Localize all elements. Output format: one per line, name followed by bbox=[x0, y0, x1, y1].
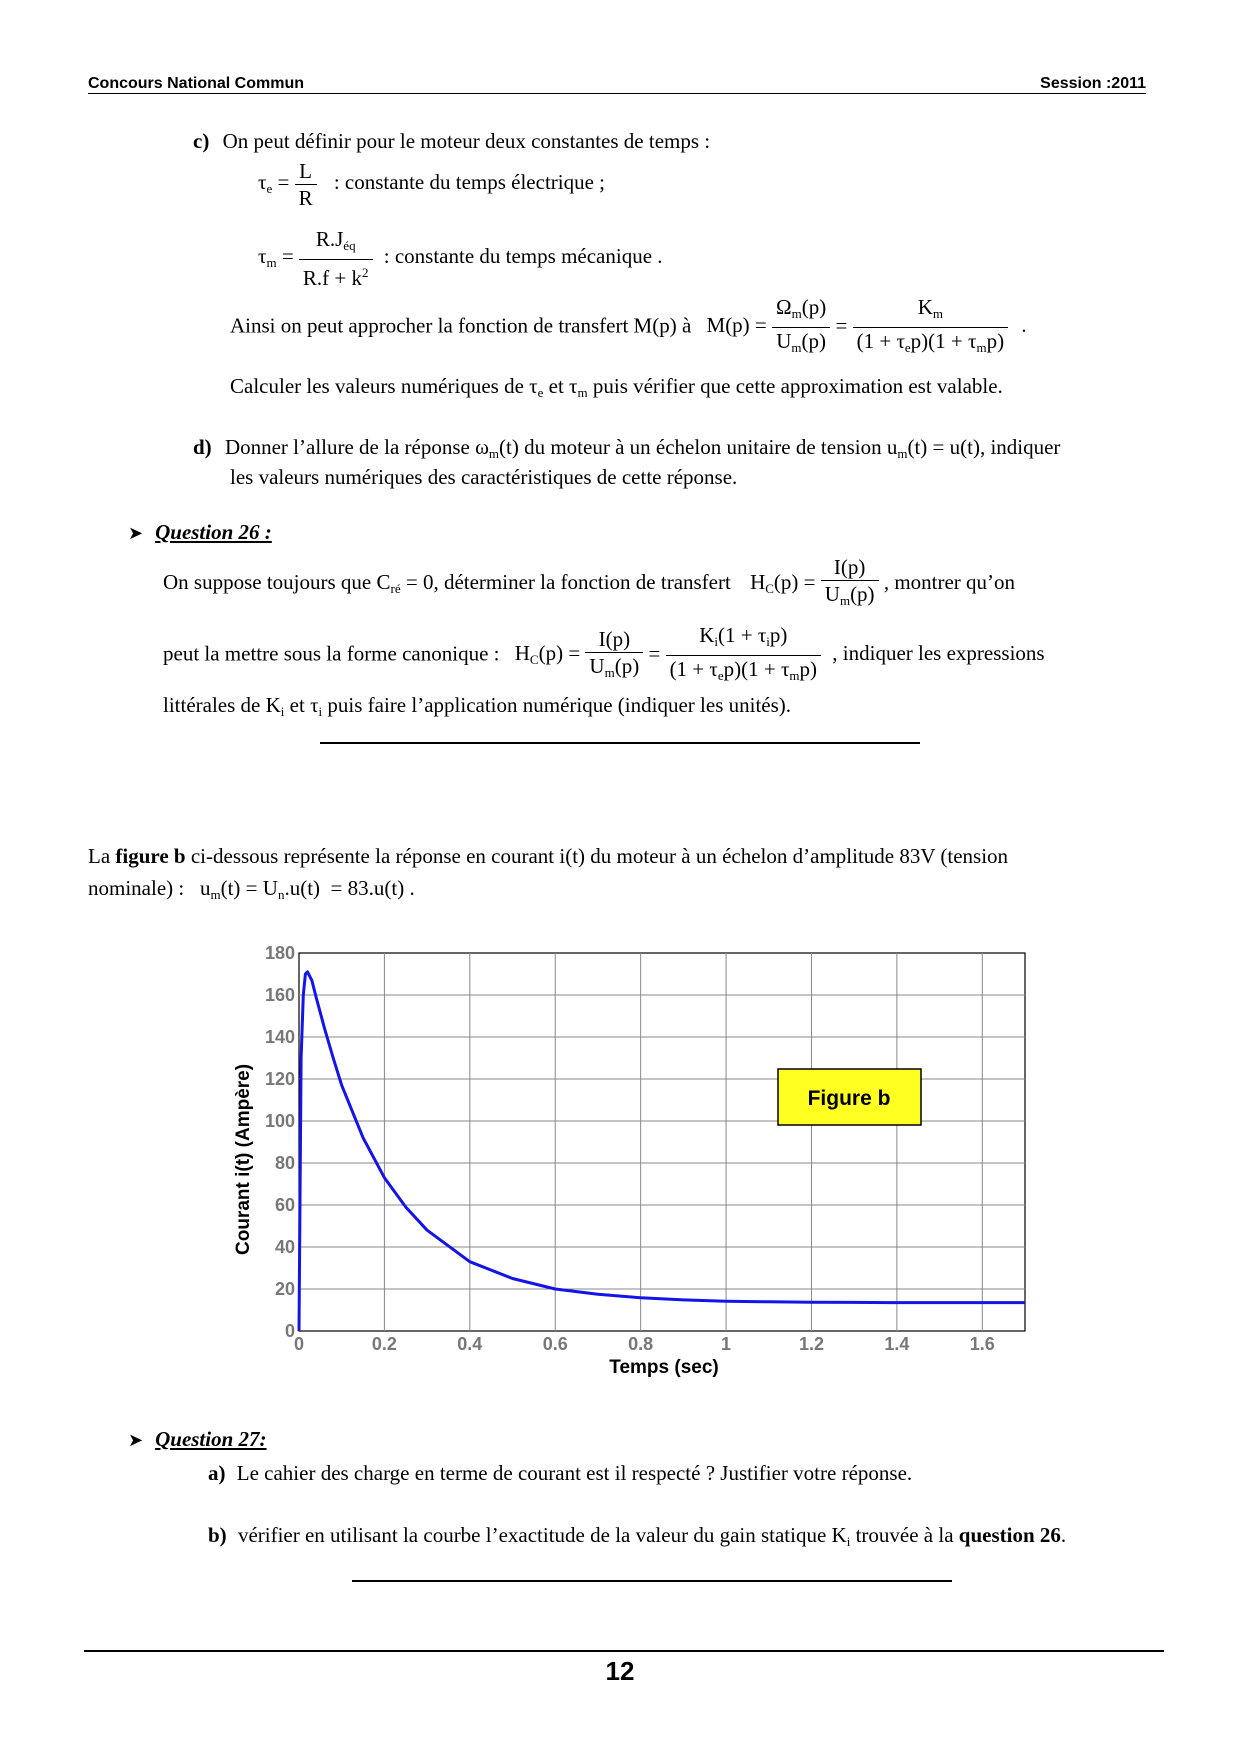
y-tick-label: 180 bbox=[264, 943, 295, 963]
y-tick-label: 140 bbox=[264, 1027, 295, 1047]
part-d-label: d) bbox=[193, 435, 212, 459]
x-tick-label: 0.8 bbox=[628, 1334, 654, 1354]
x-tick-label: 0.2 bbox=[371, 1334, 397, 1354]
header-left: Concours National Commun bbox=[88, 75, 305, 92]
figure-b-chart bbox=[220, 935, 1050, 1395]
question26-line2-end: , indiquer les expressions bbox=[832, 641, 1045, 666]
x-tick-label: 1.6 bbox=[969, 1334, 995, 1354]
arrow-icon: ➤ bbox=[128, 523, 144, 544]
question26-heading bbox=[128, 520, 272, 545]
question26-title: Question 26 : bbox=[155, 520, 272, 544]
y-tick-label: 80 bbox=[274, 1153, 295, 1173]
y-tick-label: 0 bbox=[284, 1321, 295, 1341]
question27-heading bbox=[128, 1427, 267, 1452]
question27-b-label: b) bbox=[208, 1523, 227, 1547]
question26-line3: littérales de $K_i$ et $\tau_i$ puis faire l’application numérique (indiquer les unités). bbox=[163, 693, 792, 719]
figure-b-title: Figure b bbox=[807, 1087, 891, 1110]
figure-intro-prefix: La bbox=[88, 844, 111, 868]
question27-b-end: . bbox=[1060, 1523, 1067, 1547]
chart-grid bbox=[299, 953, 1025, 1331]
separator-2 bbox=[352, 1580, 952, 1582]
header-right: Session :2011 bbox=[1040, 75, 1146, 92]
y-tick-label: 20 bbox=[274, 1279, 295, 1299]
question26-line1: On suppose toujours que $C_{ré} = 0$, déterminer la fonction de transfert $H_C(p)$ = $\frac{I(p)}{U_m(p)}$ , montrer qu’on bbox=[163, 554, 1015, 614]
part-c-intro-line bbox=[193, 128, 710, 154]
x-tick-label: 0.4 bbox=[457, 1334, 483, 1354]
question27-a-text: Le cahier des charge en terme de courant est il respecté ? Justifier votre réponse. bbox=[236, 1461, 913, 1485]
x-axis-label: Temps (sec) bbox=[609, 1357, 719, 1378]
arrow-icon: ➤ bbox=[128, 1430, 144, 1451]
x-tick-label: 1 bbox=[721, 1334, 732, 1354]
figure-intro-rest: ci-dessous représente la réponse en courant i(t) du moteur à un échelon d’amplitude 83V (tension bbox=[190, 844, 1009, 868]
hc-canonical-fraction: $\frac{I(p)}{U_m(p)}$ bbox=[585, 626, 643, 686]
footer-rule bbox=[84, 1650, 1164, 1652]
tau-e-desc: : constante du temps électrique ; bbox=[333, 170, 606, 195]
tau-m-desc: : constante du temps mécanique . bbox=[383, 244, 663, 269]
question26-line2-start: peut la mettre sous la forme canonique : bbox=[163, 641, 500, 666]
figure-intro-bold: figure b bbox=[115, 844, 186, 868]
question26-line1-end: , montrer qu’on bbox=[883, 569, 1016, 594]
part-c-label: c) bbox=[193, 129, 210, 153]
question27-a-label: a) bbox=[208, 1461, 226, 1485]
part-d-line2: les valeurs numériques des caractéristiques de cette réponse. bbox=[230, 465, 738, 489]
figure-intro-line2: nominale) : $u_m(t) = U_n.u(t) = 83.u(t)$ . bbox=[88, 876, 415, 902]
part-c-intro: On peut définir pour le moteur deux constantes de temps : bbox=[222, 129, 711, 153]
tau-m-symbol: $\tau_m$ = bbox=[258, 244, 294, 271]
transfer-function-m: M(p) = bbox=[706, 313, 767, 338]
plot-area bbox=[299, 953, 1025, 1331]
question26-line2: peut la mettre sous la forme canonique : $H_C(p)$ = $\frac{I(p)}{U_m(p)}$ = $\frac{K_i(1 + \tau_ip)}{(1 + \tau_ep)(1 + \tau_mp)}$ , indiquer les expressions bbox=[163, 622, 1045, 689]
x-tick-label: 0.6 bbox=[542, 1334, 568, 1354]
y-tick-label: 60 bbox=[274, 1195, 295, 1215]
page-number: 12 bbox=[605, 1656, 635, 1686]
tau-e-formula bbox=[258, 158, 605, 211]
x-tick-label: 1.2 bbox=[798, 1334, 824, 1354]
hc-fraction: $\frac{I(p)}{U_m(p)}$ bbox=[821, 554, 879, 614]
part-c-calc: Calculer les valeurs numériques de $\tau_e$ et $\tau_m$ puis vérifier que cette approximation est valable. bbox=[230, 374, 1003, 400]
y-tick-label: 100 bbox=[264, 1111, 295, 1131]
ki-fraction: $\frac{K_i(1 + \tau_ip)}{(1 + \tau_ep)(1 + \tau_mp)}$ bbox=[666, 622, 821, 689]
question27-b-bold: question 26 bbox=[958, 1523, 1061, 1547]
approx-line: Ainsi on peut approcher la fonction de transfert M(p) à M(p) = $\frac{\Omega_m(p)}{U_m(p)}$ = $\frac{K_m}{(1 + \tau_ep)(1 + \tau_mp)}$ . bbox=[230, 294, 1027, 361]
figure-intro-line1 bbox=[88, 843, 1008, 869]
y-tick-label: 160 bbox=[264, 985, 295, 1005]
tau-m-formula bbox=[258, 226, 663, 291]
m-approx-fraction: $\frac{K_m}{(1 + \tau_ep)(1 + \tau_mp)}$ bbox=[853, 294, 1008, 361]
part-d-line1: d) Donner l’allure de la réponse $\omega_m(t)$ du moteur à un échelon unitaire de tension $u_m(t) = u(t)$, indiquer bbox=[193, 435, 1061, 461]
m-ratio-fraction: $\frac{\Omega_m(p)}{U_m(p)}$ bbox=[772, 294, 830, 361]
y-tick-label: 120 bbox=[264, 1069, 295, 1089]
header-rule bbox=[88, 93, 1146, 94]
question27-b: b) vérifier en utilisant la courbe l’exactitude de la valeur du gain statique $K_i$ trouvée à la question 26. bbox=[208, 1523, 1067, 1549]
y-axis-label: Courant i(t) (Ampère) bbox=[233, 1063, 254, 1255]
question27-title: Question 27: bbox=[155, 1427, 267, 1451]
x-tick-label: 0 bbox=[293, 1334, 305, 1354]
separator-1 bbox=[320, 742, 920, 744]
y-tick-label: 40 bbox=[274, 1237, 295, 1257]
question27-a bbox=[208, 1460, 912, 1486]
tau-e-symbol: $\tau_e$ = bbox=[258, 170, 290, 197]
x-tick-label: 1.4 bbox=[884, 1334, 910, 1354]
tau-m-fraction: $\frac{R.J_{éq}}{R.f + k^2}$ bbox=[299, 226, 373, 291]
tau-e-fraction: $\frac{L}{R}$ bbox=[295, 158, 317, 211]
approx-text: Ainsi on peut approcher la fonction de transfert M(p) à bbox=[230, 313, 692, 338]
